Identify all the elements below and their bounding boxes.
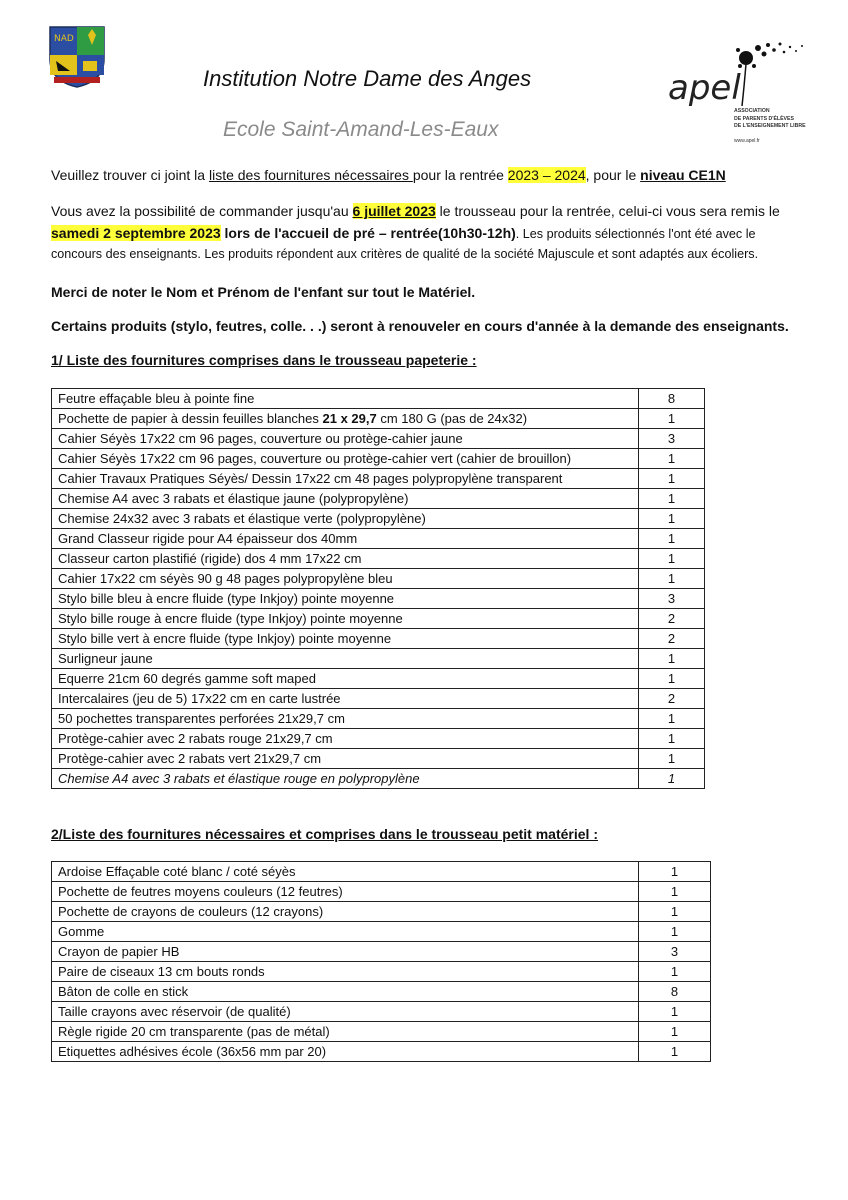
- apel-association-text: [734, 108, 806, 131]
- item-quantity: 8: [639, 982, 711, 1002]
- item-label: Protège-cahier avec 2 rabats vert 21x29,7 cm: [52, 749, 639, 769]
- table-row: [52, 489, 705, 509]
- item-quantity: 1: [639, 922, 711, 942]
- intro-text: . Les produits sélectionnés l'ont été avec le: [515, 227, 756, 241]
- class-level: niveau CE1N: [640, 167, 726, 183]
- item-quantity: 3: [639, 589, 705, 609]
- intro-text: , pour le: [585, 167, 641, 183]
- item-label-format: 21 x 29,7: [322, 410, 377, 426]
- school-crest-logo: [48, 25, 106, 89]
- table-row: [52, 469, 705, 489]
- item-label: Intercalaires (jeu de 5) 17x22 cm en carte lustrée: [52, 689, 639, 709]
- item-quantity: 1: [639, 729, 705, 749]
- table-row: [52, 1042, 711, 1062]
- item-quantity: 1: [639, 749, 705, 769]
- item-label: Chemise 24x32 avec 3 rabats et élastique verte (polypropylène): [52, 509, 639, 529]
- table-row: [52, 629, 705, 649]
- apel-wordmark: apel: [668, 68, 741, 108]
- item-quantity: 2: [639, 609, 705, 629]
- section-1-title: 1/ Liste des fournitures comprises dans le trousseau papeterie :: [51, 352, 477, 368]
- item-quantity: 1: [639, 902, 711, 922]
- small-equipment-table: [51, 861, 711, 1062]
- item-quantity: 1: [639, 1002, 711, 1022]
- table-row: [52, 862, 711, 882]
- intro-text: le trousseau pour la rentrée, celui-ci vous sera remis le: [435, 203, 780, 219]
- school-subtitle: Ecole Saint-Amand-Les-Eaux: [223, 118, 499, 141]
- note-name-label: Merci de noter le Nom et Prénom de l'enfant sur tout le Matériel.: [51, 284, 476, 300]
- apel-assoc-line: ASSOCIATION: [734, 108, 770, 114]
- table-row: [52, 689, 705, 709]
- item-label: Protège-cahier avec 2 rabats rouge 21x29,7 cm: [52, 729, 639, 749]
- table-row: [52, 902, 711, 922]
- item-label-part: Pochette de papier à dessin feuilles blanches: [58, 410, 323, 426]
- table-row: [52, 769, 705, 789]
- item-label: Stylo bille vert à encre fluide (type Inkjoy) pointe moyenne: [52, 629, 639, 649]
- item-label: Cahier Séyès 17x22 cm 96 pages, couverture ou protège-cahier vert (cahier de brouillon): [52, 449, 639, 469]
- intro-text: Vous avez la possibilité de commander jusqu'au: [51, 203, 353, 219]
- table-row: [52, 749, 705, 769]
- section-2-title: 2/Liste des fournitures nécessaires et comprises dans le trousseau petit matériel :: [51, 826, 598, 842]
- item-quantity: 1: [639, 962, 711, 982]
- apel-assoc-line: DE L'ENSEIGNEMENT LIBRE: [734, 123, 806, 129]
- item-label: Pochette de crayons de couleurs (12 crayons): [52, 902, 639, 922]
- item-quantity: 1: [639, 1022, 711, 1042]
- table-row: [52, 609, 705, 629]
- intro-text: Veuillez trouver ci joint la: [51, 167, 209, 183]
- item-quantity: 1: [639, 882, 711, 902]
- item-quantity: 1: [639, 449, 705, 469]
- order-deadline-highlight: 6 juillet 2023: [352, 203, 436, 219]
- item-label-part: cm 180 G (pas de 24x32): [376, 410, 528, 426]
- item-quantity: 3: [639, 942, 711, 962]
- delivery-time: lors de l'accueil de pré – rentrée(10h30-12h): [220, 225, 516, 241]
- item-label: Chemise A4 avec 3 rabats et élastique jaune (polypropylène): [52, 489, 639, 509]
- intro-paragraph-4: concours des enseignants. Les produits répondent aux critères de qualité de la société Majuscule et sont adaptés aux écoliers.: [51, 247, 759, 261]
- item-label: Feutre effaçable bleu à pointe fine: [52, 389, 639, 409]
- item-label: Grand Classeur rigide pour A4 épaisseur dos 40mm: [52, 529, 639, 549]
- table-row: [52, 449, 705, 469]
- table-row: [52, 882, 711, 902]
- item-label: Crayon de papier HB: [52, 942, 639, 962]
- table-row: [52, 429, 705, 449]
- table-row: [52, 569, 705, 589]
- item-label: 50 pochettes transparentes perforées 21x29,7 cm: [52, 709, 639, 729]
- item-label: Cahier 17x22 cm séyès 90 g 48 pages polypropylène bleu: [52, 569, 639, 589]
- item-quantity: 1: [639, 862, 711, 882]
- apel-assoc-line: DE PARENTS D'ÉLÈVES: [734, 115, 794, 122]
- item-quantity: 1: [639, 549, 705, 569]
- item-quantity: 1: [639, 529, 705, 549]
- note-renewal: Certains produits (stylo, feutres, colle. . .) seront à renouveler en cours d'année à la demande des enseignants.: [51, 318, 789, 334]
- table-row: [52, 962, 711, 982]
- item-label: Classeur carton plastifié (rigide) dos 4 mm 17x22 cm: [52, 549, 639, 569]
- table-row: [52, 1002, 711, 1022]
- item-quantity: 1: [639, 669, 705, 689]
- item-label: Paire de ciseaux 13 cm bouts ronds: [52, 962, 639, 982]
- intro-paragraph-2: [51, 201, 780, 221]
- item-quantity: 2: [639, 629, 705, 649]
- item-label: [52, 409, 639, 429]
- table-row: [52, 709, 705, 729]
- item-quantity: 1: [639, 1042, 711, 1062]
- item-label: Cahier Séyès 17x22 cm 96 pages, couverture ou protège-cahier jaune: [52, 429, 639, 449]
- intro-paragraph-1: [51, 165, 726, 185]
- item-quantity: 8: [639, 389, 705, 409]
- item-quantity: 1: [639, 709, 705, 729]
- item-label: Stylo bille rouge à encre fluide (type Inkjoy) pointe moyenne: [52, 609, 639, 629]
- table-row: [52, 649, 705, 669]
- item-quantity: 2: [639, 689, 705, 709]
- table-row: [52, 589, 705, 609]
- item-label: Equerre 21cm 60 degrés gamme soft maped: [52, 669, 639, 689]
- item-label: Cahier Travaux Pratiques Séyès/ Dessin 17x22 cm 48 pages polypropylène transparent: [52, 469, 639, 489]
- table-row: [52, 942, 711, 962]
- item-label: Règle rigide 20 cm transparente (pas de métal): [52, 1022, 639, 1042]
- item-quantity: 3: [639, 429, 705, 449]
- school-year-highlight: 2023 – 2024: [507, 167, 586, 183]
- table-row: [52, 982, 711, 1002]
- table-row: [52, 922, 711, 942]
- crest-lettering: NAD: [54, 34, 74, 44]
- item-label: Chemise A4 avec 3 rabats et élastique rouge en polypropylène: [52, 769, 639, 789]
- item-label: Surligneur jaune: [52, 649, 639, 669]
- table-row: [52, 669, 705, 689]
- item-quantity: 1: [639, 569, 705, 589]
- apel-url: www.apel.fr: [734, 138, 760, 144]
- stationery-table: [51, 388, 705, 789]
- supplies-list-link-text: liste des fournitures nécessaires: [208, 167, 413, 183]
- item-label: Pochette de feutres moyens couleurs (12 feutres): [52, 882, 639, 902]
- item-label: Gomme: [52, 922, 639, 942]
- table-row: [52, 549, 705, 569]
- table-row: [52, 529, 705, 549]
- item-label: Ardoise Effaçable coté blanc / coté séyès: [52, 862, 639, 882]
- item-label: Taille crayons avec réservoir (de qualité): [52, 1002, 639, 1022]
- item-quantity: 1: [639, 769, 705, 789]
- item-quantity: 1: [639, 649, 705, 669]
- table-row: [52, 1022, 711, 1042]
- item-quantity: 1: [639, 489, 705, 509]
- table-row: [52, 509, 705, 529]
- intro-text: pour la rentrée: [412, 167, 508, 183]
- item-quantity: 1: [639, 509, 705, 529]
- item-quantity: 1: [639, 469, 705, 489]
- item-label: Etiquettes adhésives école (36x56 mm par 20): [52, 1042, 639, 1062]
- delivery-date-highlight: samedi 2 septembre 2023: [51, 225, 221, 241]
- item-quantity: 1: [639, 409, 705, 429]
- item-label: Bâton de colle en stick: [52, 982, 639, 1002]
- item-label: Stylo bille bleu à encre fluide (type Inkjoy) pointe moyenne: [52, 589, 639, 609]
- table-row: [52, 729, 705, 749]
- intro-paragraph-3: [51, 223, 756, 244]
- table-row: [52, 409, 705, 429]
- institution-title: Institution Notre Dame des Anges: [203, 66, 532, 91]
- table-row: [52, 389, 705, 409]
